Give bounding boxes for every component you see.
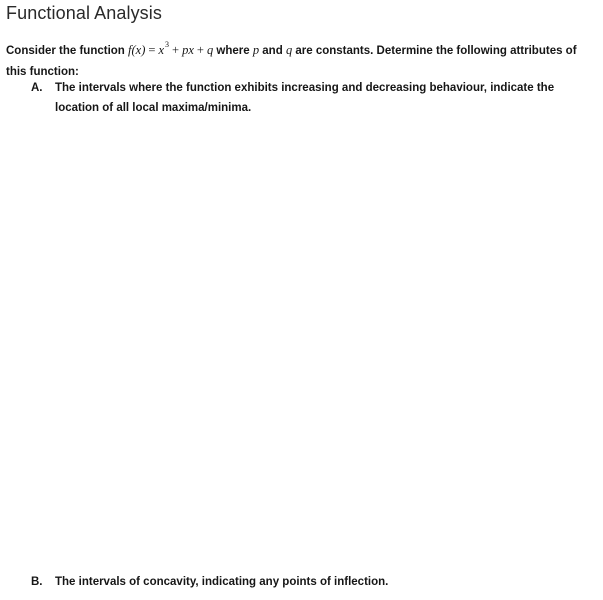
answer-space-a [31,125,591,565]
plus-sign-2: + [196,43,204,57]
plus-sign-1: + [172,43,180,57]
question-a-letter: A. [31,82,43,94]
constant-term: q [206,43,214,57]
intro-suffix: are constants. Determine the following attributes of this function: [6,45,577,78]
question-a [31,78,601,122]
cubic-term-base: x [158,43,165,57]
question-b-letter: B. [31,576,43,588]
cubic-exponent: 3 [165,40,170,49]
constant-q: q [285,43,293,57]
function-expression [128,40,214,57]
intro-and: and [259,45,286,57]
constant-p: p [252,43,260,57]
intro-prefix: Consider the function [6,45,129,57]
linear-term: px [182,43,194,57]
question-a-text: The intervals where the function exhibits increasing and decreasing behaviour, indicate the location of all local maxima/minima. [55,82,555,114]
equals-sign: = [148,43,156,57]
page-title: Functional Analysis [6,3,162,23]
question-b [31,572,601,594]
problem-statement [6,40,596,82]
intro-where: where [213,45,253,57]
question-b-text: The intervals of concavity, indicating any points of inflection. [55,576,389,588]
function-name: f(x) [128,43,146,57]
